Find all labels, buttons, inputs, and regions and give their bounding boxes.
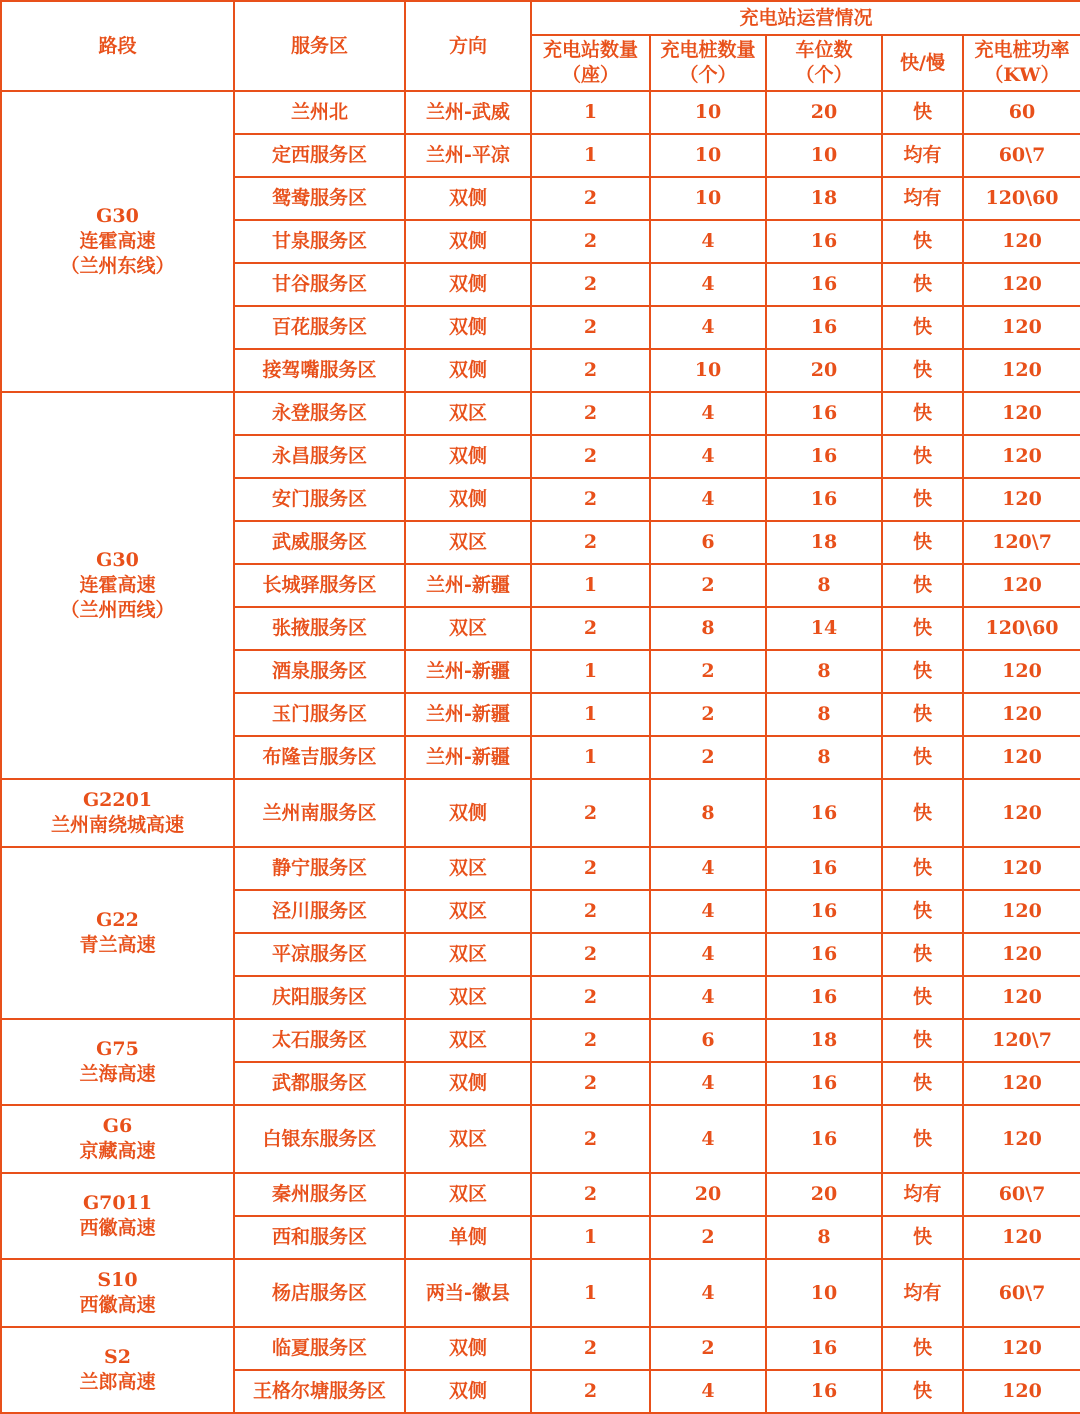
segment-cell — [1, 1173, 234, 1259]
speed-cell: 快 — [882, 933, 963, 976]
power-cell: 120 — [963, 1105, 1080, 1173]
power-cell: 120 — [963, 478, 1080, 521]
parking-spaces-cell: 16 — [766, 1370, 882, 1413]
header-speed: 快/慢 — [882, 35, 963, 91]
header-power: 充电桩功率 （KW） — [963, 35, 1080, 91]
table-row — [1, 1259, 1080, 1327]
table-row — [1, 779, 1080, 847]
station-count-cell: 2 — [531, 349, 650, 392]
speed-cell: 快 — [882, 693, 963, 736]
header-service-area: 服务区 — [234, 1, 405, 91]
service-area-cell: 庆阳服务区 — [234, 976, 405, 1019]
speed-cell: 快 — [882, 1370, 963, 1413]
station-count-cell: 2 — [531, 1327, 650, 1370]
segment-line: G6 — [102, 1115, 133, 1137]
pile-count-cell: 2 — [650, 1216, 766, 1259]
service-area-cell: 安门服务区 — [234, 478, 405, 521]
power-cell: 120\7 — [963, 1019, 1080, 1062]
segment-line: 京藏高速 — [79, 1140, 156, 1162]
direction-cell: 双区 — [405, 607, 531, 650]
station-count-cell: 1 — [531, 650, 650, 693]
power-cell: 120 — [963, 564, 1080, 607]
pile-count-cell: 4 — [650, 1105, 766, 1173]
pile-count-cell: 4 — [650, 263, 766, 306]
direction-cell: 双区 — [405, 1173, 531, 1216]
parking-spaces-cell: 16 — [766, 220, 882, 263]
service-area-cell: 玉门服务区 — [234, 693, 405, 736]
pile-count-cell: 4 — [650, 1062, 766, 1105]
parking-spaces-cell: 16 — [766, 976, 882, 1019]
pile-count-cell: 6 — [650, 1019, 766, 1062]
segment-line: 兰郎高速 — [79, 1371, 156, 1393]
direction-cell: 兰州-新疆 — [405, 564, 531, 607]
pile-count-cell: 2 — [650, 564, 766, 607]
segment-line: S10 — [97, 1269, 138, 1291]
speed-cell: 快 — [882, 220, 963, 263]
table-row — [1, 847, 1080, 890]
parking-spaces-cell: 18 — [766, 177, 882, 220]
pile-count-cell: 4 — [650, 392, 766, 435]
parking-spaces-cell: 20 — [766, 349, 882, 392]
parking-spaces-cell: 16 — [766, 478, 882, 521]
direction-cell: 双侧 — [405, 177, 531, 220]
table-row — [1, 91, 1080, 134]
segment-line: 连霍高速 — [79, 574, 156, 596]
service-area-cell: 定西服务区 — [234, 134, 405, 177]
station-count-cell: 2 — [531, 1062, 650, 1105]
power-cell: 120 — [963, 349, 1080, 392]
direction-cell: 双侧 — [405, 263, 531, 306]
service-area-cell: 太石服务区 — [234, 1019, 405, 1062]
pile-count-cell: 2 — [650, 736, 766, 779]
pile-count-cell: 10 — [650, 134, 766, 177]
station-count-cell: 2 — [531, 1019, 650, 1062]
service-area-cell: 秦州服务区 — [234, 1173, 405, 1216]
header-segment: 路段 — [1, 1, 234, 91]
power-cell: 120 — [963, 976, 1080, 1019]
segment-line: 西徽高速 — [79, 1217, 156, 1239]
station-count-cell: 2 — [531, 976, 650, 1019]
speed-cell: 快 — [882, 736, 963, 779]
direction-cell: 双侧 — [405, 1327, 531, 1370]
service-area-cell: 鸳鸯服务区 — [234, 177, 405, 220]
pile-count-cell: 20 — [650, 1173, 766, 1216]
station-count-cell: 2 — [531, 521, 650, 564]
speed-cell: 均有 — [882, 177, 963, 220]
segment-line: 兰州南绕城高速 — [50, 814, 184, 836]
direction-cell: 双侧 — [405, 1370, 531, 1413]
segment-cell — [1, 91, 234, 392]
segment-cell — [1, 1019, 234, 1105]
power-cell: 120 — [963, 1062, 1080, 1105]
service-area-cell: 平凉服务区 — [234, 933, 405, 976]
power-cell: 120\60 — [963, 177, 1080, 220]
speed-cell: 快 — [882, 779, 963, 847]
service-area-cell: 武威服务区 — [234, 521, 405, 564]
segment-line: （兰州东线） — [60, 255, 175, 277]
direction-cell: 兰州-新疆 — [405, 736, 531, 779]
station-count-cell: 1 — [531, 91, 650, 134]
segment-line: 青兰高速 — [79, 934, 156, 956]
speed-cell: 快 — [882, 976, 963, 1019]
station-count-cell: 1 — [531, 564, 650, 607]
segment-cell — [1, 392, 234, 779]
power-cell: 120 — [963, 933, 1080, 976]
pile-count-cell: 4 — [650, 976, 766, 1019]
parking-spaces-cell: 8 — [766, 650, 882, 693]
service-area-cell: 西和服务区 — [234, 1216, 405, 1259]
direction-cell: 双区 — [405, 890, 531, 933]
speed-cell: 快 — [882, 607, 963, 650]
segment-line: S2 — [104, 1346, 131, 1368]
service-area-cell: 甘谷服务区 — [234, 263, 405, 306]
speed-cell: 均有 — [882, 1259, 963, 1327]
power-cell: 120 — [963, 392, 1080, 435]
power-cell: 120 — [963, 736, 1080, 779]
service-area-cell: 临夏服务区 — [234, 1327, 405, 1370]
service-area-cell: 白银东服务区 — [234, 1105, 405, 1173]
power-cell: 120 — [963, 847, 1080, 890]
station-count-cell: 2 — [531, 435, 650, 478]
direction-cell: 双区 — [405, 1105, 531, 1173]
pile-count-cell: 4 — [650, 220, 766, 263]
speed-cell: 快 — [882, 91, 963, 134]
service-area-cell: 静宁服务区 — [234, 847, 405, 890]
speed-cell: 快 — [882, 1327, 963, 1370]
segment-line: G75 — [96, 1038, 139, 1060]
service-area-cell: 张掖服务区 — [234, 607, 405, 650]
segment-line: 西徽高速 — [79, 1294, 156, 1316]
direction-cell: 双区 — [405, 1019, 531, 1062]
speed-cell: 快 — [882, 1019, 963, 1062]
speed-cell: 快 — [882, 306, 963, 349]
table-row — [1, 1173, 1080, 1216]
header-pile-count: 充电桩数量 （个） — [650, 35, 766, 91]
parking-spaces-cell: 16 — [766, 890, 882, 933]
parking-spaces-cell: 8 — [766, 693, 882, 736]
direction-cell: 兰州-新疆 — [405, 650, 531, 693]
pile-count-cell: 8 — [650, 779, 766, 847]
power-cell: 120 — [963, 1216, 1080, 1259]
pile-count-cell: 4 — [650, 1259, 766, 1327]
station-count-cell: 2 — [531, 847, 650, 890]
direction-cell: 双区 — [405, 976, 531, 1019]
pile-count-cell: 6 — [650, 521, 766, 564]
direction-cell: 双区 — [405, 521, 531, 564]
pile-count-cell: 4 — [650, 306, 766, 349]
power-cell: 120\60 — [963, 607, 1080, 650]
speed-cell: 快 — [882, 521, 963, 564]
direction-cell: 单侧 — [405, 1216, 531, 1259]
direction-cell: 双侧 — [405, 435, 531, 478]
service-area-cell: 永登服务区 — [234, 392, 405, 435]
segment-cell — [1, 1105, 234, 1173]
station-count-cell: 2 — [531, 306, 650, 349]
power-cell: 120 — [963, 263, 1080, 306]
power-cell: 60\7 — [963, 1173, 1080, 1216]
speed-cell: 快 — [882, 847, 963, 890]
pile-count-cell: 4 — [650, 478, 766, 521]
station-count-cell: 2 — [531, 933, 650, 976]
direction-cell: 双侧 — [405, 779, 531, 847]
station-count-cell: 2 — [531, 890, 650, 933]
parking-spaces-cell: 16 — [766, 779, 882, 847]
parking-spaces-cell: 8 — [766, 564, 882, 607]
station-count-cell: 2 — [531, 779, 650, 847]
station-count-cell: 2 — [531, 1370, 650, 1413]
pile-count-cell: 4 — [650, 435, 766, 478]
direction-cell: 两当-徽县 — [405, 1259, 531, 1327]
direction-cell: 兰州-新疆 — [405, 693, 531, 736]
header-operation-group: 充电站运营情况 — [531, 1, 1080, 35]
speed-cell: 快 — [882, 890, 963, 933]
parking-spaces-cell: 16 — [766, 263, 882, 306]
service-area-cell: 泾川服务区 — [234, 890, 405, 933]
parking-spaces-cell: 20 — [766, 1173, 882, 1216]
parking-spaces-cell: 16 — [766, 435, 882, 478]
speed-cell: 快 — [882, 263, 963, 306]
segment-line: G30 — [96, 549, 139, 571]
segment-cell — [1, 779, 234, 847]
parking-spaces-cell: 16 — [766, 847, 882, 890]
direction-cell: 双侧 — [405, 306, 531, 349]
table-row — [1, 1327, 1080, 1370]
header-direction: 方向 — [405, 1, 531, 91]
power-cell: 120 — [963, 1327, 1080, 1370]
parking-spaces-cell: 20 — [766, 91, 882, 134]
power-cell: 120 — [963, 779, 1080, 847]
service-area-cell: 武都服务区 — [234, 1062, 405, 1105]
header-parking-spaces: 车位数 （个） — [766, 35, 882, 91]
station-count-cell: 1 — [531, 693, 650, 736]
direction-cell: 双侧 — [405, 349, 531, 392]
table-body — [1, 91, 1080, 1413]
table-row — [1, 1105, 1080, 1173]
segment-line: G22 — [96, 909, 139, 931]
parking-spaces-cell: 8 — [766, 1216, 882, 1259]
segment-line: （兰州西线） — [60, 599, 175, 621]
power-cell: 120 — [963, 650, 1080, 693]
station-count-cell: 2 — [531, 607, 650, 650]
parking-spaces-cell: 18 — [766, 1019, 882, 1062]
pile-count-cell: 2 — [650, 1327, 766, 1370]
parking-spaces-cell: 8 — [766, 736, 882, 779]
pile-count-cell: 4 — [650, 847, 766, 890]
segment-line: G2201 — [82, 789, 153, 811]
power-cell: 120 — [963, 890, 1080, 933]
power-cell: 60\7 — [963, 134, 1080, 177]
direction-cell: 双区 — [405, 847, 531, 890]
service-area-cell: 酒泉服务区 — [234, 650, 405, 693]
direction-cell: 双侧 — [405, 220, 531, 263]
pile-count-cell: 2 — [650, 650, 766, 693]
service-area-cell: 兰州南服务区 — [234, 779, 405, 847]
speed-cell: 快 — [882, 349, 963, 392]
station-count-cell: 2 — [531, 478, 650, 521]
station-count-cell: 2 — [531, 220, 650, 263]
parking-spaces-cell: 16 — [766, 306, 882, 349]
station-count-cell: 1 — [531, 1259, 650, 1327]
segment-cell — [1, 847, 234, 1019]
service-area-cell: 王格尔塘服务区 — [234, 1370, 405, 1413]
speed-cell: 均有 — [882, 134, 963, 177]
station-count-cell: 2 — [531, 1173, 650, 1216]
segment-line: 兰海高速 — [79, 1063, 156, 1085]
station-count-cell: 2 — [531, 1105, 650, 1173]
service-area-cell: 永昌服务区 — [234, 435, 405, 478]
table-row — [1, 392, 1080, 435]
speed-cell: 快 — [882, 1062, 963, 1105]
speed-cell: 快 — [882, 1105, 963, 1173]
pile-count-cell: 4 — [650, 933, 766, 976]
pile-count-cell: 10 — [650, 349, 766, 392]
station-count-cell: 2 — [531, 263, 650, 306]
speed-cell: 快 — [882, 435, 963, 478]
segment-cell — [1, 1259, 234, 1327]
speed-cell: 均有 — [882, 1173, 963, 1216]
speed-cell: 快 — [882, 564, 963, 607]
segment-cell — [1, 1327, 234, 1413]
speed-cell: 快 — [882, 478, 963, 521]
parking-spaces-cell: 16 — [766, 1062, 882, 1105]
power-cell: 60\7 — [963, 1259, 1080, 1327]
power-cell: 120 — [963, 693, 1080, 736]
segment-line: G30 — [96, 205, 139, 227]
segment-line: G7011 — [82, 1192, 153, 1214]
service-area-cell: 甘泉服务区 — [234, 220, 405, 263]
pile-count-cell: 2 — [650, 693, 766, 736]
pile-count-cell: 8 — [650, 607, 766, 650]
parking-spaces-cell: 16 — [766, 1327, 882, 1370]
direction-cell: 双区 — [405, 933, 531, 976]
station-count-cell: 1 — [531, 1216, 650, 1259]
parking-spaces-cell: 14 — [766, 607, 882, 650]
station-count-cell: 2 — [531, 392, 650, 435]
station-count-cell: 1 — [531, 736, 650, 779]
parking-spaces-cell: 16 — [766, 1105, 882, 1173]
service-area-cell: 百花服务区 — [234, 306, 405, 349]
parking-spaces-cell: 18 — [766, 521, 882, 564]
pile-count-cell: 10 — [650, 91, 766, 134]
parking-spaces-cell: 10 — [766, 134, 882, 177]
speed-cell: 快 — [882, 1216, 963, 1259]
direction-cell: 双侧 — [405, 1062, 531, 1105]
header-station-count: 充电站数量 （座） — [531, 35, 650, 91]
direction-cell: 双区 — [405, 392, 531, 435]
power-cell: 120\7 — [963, 521, 1080, 564]
direction-cell: 兰州-平凉 — [405, 134, 531, 177]
speed-cell: 快 — [882, 392, 963, 435]
direction-cell: 兰州-武威 — [405, 91, 531, 134]
power-cell: 120 — [963, 306, 1080, 349]
station-count-cell: 1 — [531, 134, 650, 177]
service-area-cell: 杨店服务区 — [234, 1259, 405, 1327]
table-row — [1, 1019, 1080, 1062]
parking-spaces-cell: 16 — [766, 392, 882, 435]
power-cell: 120 — [963, 1370, 1080, 1413]
power-cell: 120 — [963, 435, 1080, 478]
service-area-cell: 布隆吉服务区 — [234, 736, 405, 779]
service-area-cell: 长城驿服务区 — [234, 564, 405, 607]
parking-spaces-cell: 10 — [766, 1259, 882, 1327]
speed-cell: 快 — [882, 650, 963, 693]
pile-count-cell: 10 — [650, 177, 766, 220]
power-cell: 120 — [963, 220, 1080, 263]
station-count-cell: 2 — [531, 177, 650, 220]
pile-count-cell: 4 — [650, 890, 766, 933]
service-area-cell: 接驾嘴服务区 — [234, 349, 405, 392]
direction-cell: 双侧 — [405, 478, 531, 521]
service-area-cell: 兰州北 — [234, 91, 405, 134]
pile-count-cell: 4 — [650, 1370, 766, 1413]
power-cell: 60 — [963, 91, 1080, 134]
parking-spaces-cell: 16 — [766, 933, 882, 976]
segment-line: 连霍高速 — [79, 230, 156, 252]
